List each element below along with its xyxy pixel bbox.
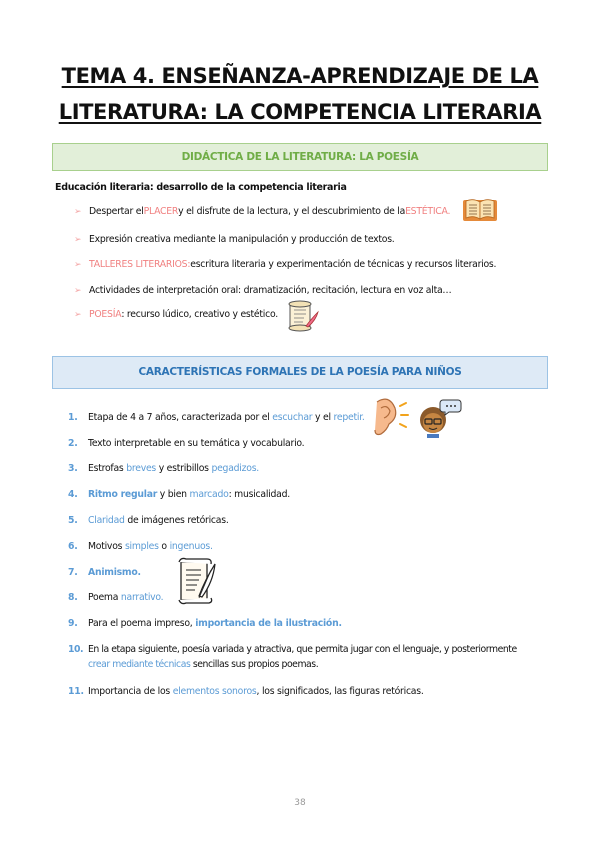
text: , los significados, las figuras retóricas. [256,686,424,697]
text: Motivos [88,541,125,552]
highlight: breves [126,463,157,474]
item-number: 6. [68,541,78,552]
text: Estrofas [88,463,127,474]
highlight: marcado [189,489,229,500]
document-title-line-1: TEMA 4. ENSEÑANZA-APRENDIZAJE DE LA [61,64,539,88]
text: Texto interpretable en su temática y vocabulario. [88,438,305,449]
item-number: 3. [68,463,78,474]
arrow-bullet-icon: ➢ [74,286,82,296]
highlight: narrativo. [120,592,164,603]
item-number: 11. [68,686,84,697]
item-number: 5. [68,515,78,526]
list-item [68,489,290,500]
text: y bien [157,489,190,500]
highlight: simples [124,541,159,552]
text: sencillas sus propios poemas. [190,659,319,670]
text: Etapa de 4 a 7 años, caracterizada por el [88,412,273,423]
text: o [158,541,170,552]
arrow-bullet-icon: ➢ [74,310,82,320]
text: : recurso lúdico, creativo y estético. [121,309,278,320]
highlight: Animismo. [88,567,141,578]
text: y el disfrute de la lectura, y el descubrimiento de la [178,206,406,217]
list-item [68,438,304,449]
text: Actividades de interpretación oral: dramatización, recitación, lectura en voz alta… [89,285,452,296]
arrow-bullet-icon: ➢ [74,207,82,217]
ear-listening-child-icon [367,396,462,438]
bullet-item [74,234,395,245]
bullet-item [74,285,451,296]
open-book-icon [462,197,498,223]
text: : musicalidad. [228,489,290,500]
highlight: TALLERES LITERARIOS: [89,259,191,270]
text: y el [312,412,334,423]
text: Despertar el [89,206,144,217]
highlight: elementos sonoros [172,686,257,697]
text: Importancia de los [88,686,173,697]
list-item [68,592,163,603]
highlight: Claridad [88,515,125,526]
list-item [68,618,342,629]
item-number: 9. [68,618,78,629]
bullet-item [74,309,278,320]
list-item [68,412,365,423]
text: de imágenes retóricas. [124,515,229,526]
item-number: 2. [68,438,78,449]
highlight: crear mediante técnicas [88,659,191,670]
item-number: 10. [68,644,84,655]
list-item [68,515,229,526]
text: Expresión creativa mediante la manipulación y producción de textos. [89,234,395,245]
document-title-line-2: LITERATURA: LA COMPETENCIA LITERARIA [58,100,542,124]
page-number: 38 [294,798,306,808]
arrow-bullet-icon: ➢ [74,235,82,245]
item-number: 1. [68,412,78,423]
parchment-quill-icon [177,556,217,606]
scroll-quill-icon [286,298,320,332]
highlight: escuchar [272,412,313,423]
arrow-bullet-icon: ➢ [74,260,82,270]
highlight: repetir. [333,412,365,423]
bullet-item [74,259,496,270]
highlight: POESÍA [89,309,122,320]
highlight: ESTÉTICA. [405,206,451,217]
highlight: importancia de la ilustración. [195,618,342,629]
highlight: PLACER [143,206,179,217]
item-number: 8. [68,592,78,603]
item-number: 4. [68,489,78,500]
list-item [68,567,141,578]
section-header-didactica: DIDÁCTICA DE LA LITERATURA: LA POESÍA [52,143,548,171]
section-header-caracteristicas: CARACTERÍSTICAS FORMALES DE LA POESÍA PARA NIÑOS [52,356,548,389]
text: escritura literaria y experimentación de técnicas y recursos literarios. [190,259,497,270]
item-number: 7. [68,567,78,578]
list-item [68,644,517,670]
highlight: pegadizos. [211,463,260,474]
list-item [68,463,259,474]
text: Para el poema impreso, [88,618,196,629]
text: En la etapa siguiente, poesía variada y atractiva, que permita jugar con el lenguaje, y posteriormente [88,644,517,655]
bullet-item [74,206,450,217]
text: Poema [88,592,121,603]
highlight: Ritmo regular [88,489,158,500]
section-subheading: Educación literaria: desarrollo de la competencia literaria [55,182,347,193]
text: y estribillos [156,463,212,474]
list-item [68,541,213,552]
list-item [68,686,424,697]
highlight: ingenuos. [169,541,213,552]
